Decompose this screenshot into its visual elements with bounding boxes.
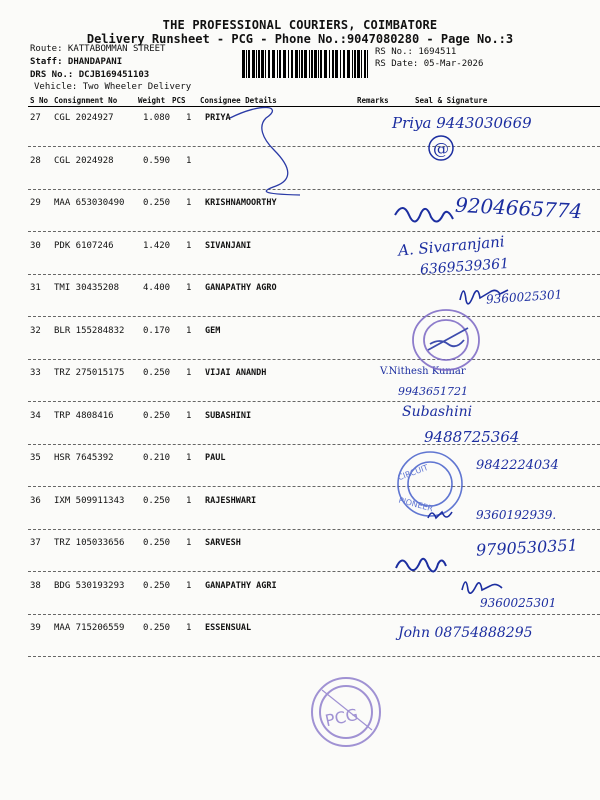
cell-weight: 0.250 [143,368,171,378]
cell-consignment-no: PDK 6107246 [54,240,114,251]
rs-number: RS No.: 1694511 [375,47,457,57]
scribble-signature-row-36 [428,512,452,518]
tamil-signature-row-29 [395,208,453,222]
cell-pcs: 1 [186,113,192,123]
signature-row-30: A. Sivaranjani [397,232,506,260]
cell-sno: 33 [30,368,41,378]
cell-pcs: 1 [186,538,192,548]
signature-row-39: John 08754888295 [398,625,533,641]
phone-row-35: 9842224034 [476,458,559,473]
cell-consignment-no: MAA 715206559 [54,623,125,633]
cell-consignee: SIVANJANI [205,240,252,251]
cell-consignee: SARVESH [205,538,241,548]
runsheet-subtitle: Delivery Runsheet - PCG - Phone No.:9047080280 - Page No.:3 [86,32,514,46]
signature-row-27: Priya 9443030669 [392,114,532,132]
phone-row-33: 9943651721 [398,385,468,398]
vehicle-label: Vehicle: Two Wheeler Delivery [34,82,192,92]
cell-consignee: ESSENSUAL [205,623,252,633]
phone-row-37: 9790530351 [475,535,579,560]
col-consignee: Consignee Details [200,96,277,105]
cell-weight: 0.590 [143,155,171,166]
phone-row-34: 9488725364 [424,428,520,446]
courier-stamp-row-35 [397,452,462,516]
cell-weight: 4.400 [143,283,171,293]
cell-sno: 38 [30,580,41,591]
cell-weight: 0.250 [143,198,171,208]
phone-row-31: 9360025301 [485,287,563,307]
cell-consignment-no: BLR 155284832 [54,325,125,336]
scribble-signature-row-38 [462,582,502,593]
cell-sno: 37 [30,538,41,548]
cell-weight: 0.250 [143,410,171,421]
cell-sno: 32 [30,325,41,336]
cell-sno: 28 [30,155,41,166]
cell-sno: 35 [30,453,41,463]
cell-sno: 29 [30,198,41,208]
cell-pcs: 1 [186,580,192,591]
col-consignment: Consignment No [54,96,118,105]
cell-consignee: KRISHNAMOORTHY [205,198,277,208]
cell-weight: 0.250 [143,580,171,591]
phone-row-38: 9360025301 [480,596,557,610]
cell-consignment-no: IXM 509911343 [54,495,125,506]
col-sno: S No [30,96,49,105]
cell-consignment-no: TRP 4808416 [54,410,114,421]
cell-consignee: VIJAI ANANDH [205,368,267,378]
route-label: Route: KATTABOMMAN STREET [30,44,166,54]
drs-label: DRS No.: DCJB169451103 [30,70,150,80]
cell-weight: 0.170 [143,325,171,336]
cell-consignment-no: TMI 30435208 [54,283,120,293]
svg-text:@: @ [433,139,449,158]
cell-pcs: 1 [186,453,192,463]
cell-weight: 0.250 [143,623,171,633]
signature-row-34: Subashini [402,404,473,420]
cell-consignee: GANAPATHY AGRO [205,283,277,293]
cell-sno: 34 [30,410,41,421]
cell-consignment-no: BDG 530193293 [54,580,125,591]
cell-sno: 31 [30,283,41,293]
staff-label: Staff: DHANDAPANI [30,57,123,67]
cell-weight: 1.080 [143,113,171,123]
cell-weight: 1.420 [143,240,171,251]
seal-stamp-row-32 [413,310,479,370]
cell-consignee: GANAPATHY AGRI [205,580,277,591]
phone-row-30: 6369539361 [419,255,510,279]
svg-text:CIRCUIT: CIRCUIT [396,462,430,483]
cell-pcs: 1 [186,410,192,421]
signature-row-33: V.Nithesh Kumar [380,366,466,377]
company-title: THE PROFESSIONAL COURIERS, COIMBATORE [162,18,438,32]
cell-consignee: PAUL [205,453,226,463]
col-seal-signature: Seal & Signature [415,96,488,105]
cell-pcs: 1 [186,155,192,166]
svg-text:PIONEER: PIONEER [397,495,434,514]
tamil-signature-row-37 [396,559,446,572]
connector-scribble [230,107,300,195]
svg-text:PCG: PCG [323,704,360,731]
col-remarks: Remarks [357,96,389,105]
col-pcs: PCS [172,96,186,105]
cell-pcs: 1 [186,283,192,293]
cell-pcs: 1 [186,198,192,208]
cell-consignee: PRIYA [205,113,231,123]
cell-sno: 36 [30,495,41,506]
cell-pcs: 1 [186,495,192,506]
cell-consignee: RAJESHWARI [205,495,257,506]
cell-weight: 0.250 [143,538,171,548]
cell-weight: 0.250 [143,495,171,506]
cell-consignment-no: MAA 653030490 [54,198,125,208]
scribble-signature-row-31 [460,290,508,304]
cell-consignment-no: CGL 2024928 [54,155,114,166]
cell-consignment-no: HSR 7645392 [54,453,114,463]
cell-consignee: SUBASHINI [205,410,252,421]
phone-row-29: 9204665774 [454,192,583,224]
cell-consignment-no: CGL 2024927 [54,113,114,123]
cell-consignment-no: TRZ 275015175 [54,368,125,378]
cell-weight: 0.210 [143,453,171,463]
cell-sno: 30 [30,240,41,251]
cell-pcs: 1 [186,325,192,336]
cell-sno: 39 [30,623,41,633]
col-weight: Weight [138,96,166,105]
phone-row-36: 9360192939. [476,508,557,522]
cell-pcs: 1 [186,368,192,378]
cell-sno: 27 [30,113,41,123]
rs-date: RS Date: 05-Mar-2026 [375,59,484,69]
pcg-stamp [312,678,380,746]
cell-pcs: 1 [186,240,192,251]
cell-consignment-no: TRZ 105033656 [54,538,125,548]
cell-pcs: 1 [186,623,192,633]
cell-consignee: GEM [205,325,221,336]
